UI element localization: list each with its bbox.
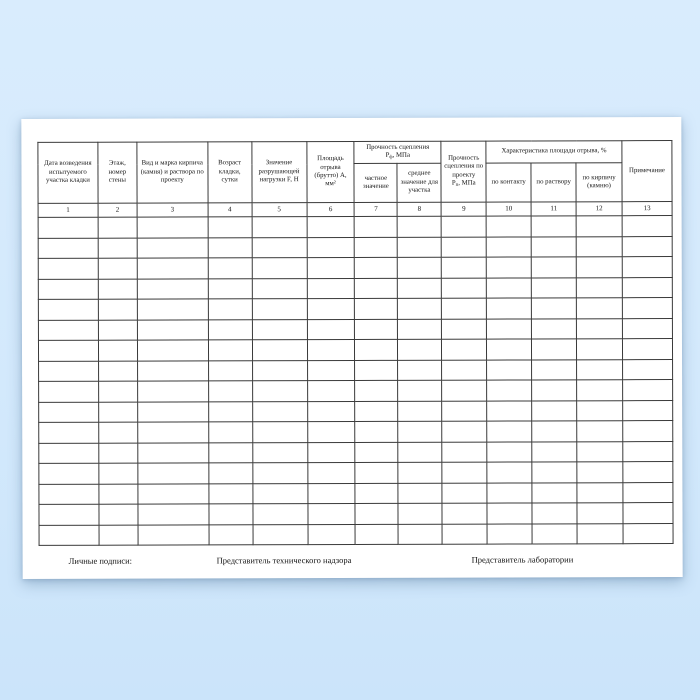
column-number: 9 <box>441 202 486 216</box>
empty-cell <box>487 339 532 360</box>
empty-cell <box>98 279 137 300</box>
empty-cell <box>398 319 442 340</box>
empty-cell <box>355 401 398 422</box>
empty-cell <box>99 443 138 464</box>
empty-cell <box>623 482 673 503</box>
empty-cell <box>487 441 532 462</box>
empty-cell <box>398 503 442 524</box>
empty-cell <box>623 380 673 401</box>
empty-cell <box>355 462 398 483</box>
empty-cell <box>577 421 623 442</box>
empty-cell <box>137 360 208 381</box>
column-number: 3 <box>137 203 208 217</box>
empty-cell <box>532 380 577 401</box>
header-mean-value: среднее значение для участка <box>397 163 441 202</box>
empty-cell <box>398 462 442 483</box>
header-note: Примечание <box>622 141 672 202</box>
signatures-block <box>39 544 674 580</box>
empty-cell <box>577 380 623 401</box>
empty-cell <box>622 339 672 360</box>
empty-cell <box>138 524 209 545</box>
empty-cell <box>576 216 622 237</box>
empty-cell <box>442 339 487 360</box>
empty-cell <box>577 318 623 339</box>
empty-cell <box>577 462 623 483</box>
empty-cell <box>623 441 673 462</box>
empty-cell <box>38 320 98 341</box>
empty-cell <box>38 217 98 238</box>
empty-cell <box>355 380 398 401</box>
empty-cell <box>576 277 622 298</box>
empty-cell <box>208 278 252 299</box>
empty-cell <box>623 421 673 442</box>
table-row <box>39 380 673 402</box>
empty-cell <box>252 442 307 463</box>
empty-cell <box>307 483 355 504</box>
empty-cell <box>253 524 308 545</box>
empty-cell <box>355 442 398 463</box>
empty-cell <box>398 380 442 401</box>
empty-cell <box>308 524 356 545</box>
empty-cell <box>39 525 99 546</box>
design-strength-formula: $Р_п$, МПа <box>451 179 476 188</box>
header-date: Дата возведения испытуемого участка кладки <box>38 142 98 203</box>
empty-cell <box>532 441 577 462</box>
table-row <box>39 482 673 504</box>
empty-cell <box>252 463 307 484</box>
empty-cell <box>398 339 442 360</box>
empty-cell <box>397 216 441 237</box>
empty-cell <box>355 298 398 319</box>
empty-cell <box>623 503 673 524</box>
empty-cell <box>532 359 577 380</box>
empty-cell <box>398 524 442 545</box>
empty-cell <box>532 298 577 319</box>
empty-cell <box>252 258 307 279</box>
column-number: 10 <box>486 202 531 216</box>
empty-cell <box>208 299 252 320</box>
empty-cell <box>442 421 487 442</box>
empty-cell <box>252 278 307 299</box>
empty-cell <box>355 483 398 504</box>
empty-cell <box>398 237 442 258</box>
empty-cell <box>577 359 623 380</box>
empty-cell <box>98 217 137 238</box>
column-number: 12 <box>576 202 622 216</box>
empty-cell <box>398 421 442 442</box>
empty-cell <box>442 360 487 381</box>
empty-cell <box>208 360 252 381</box>
empty-cell <box>138 442 209 463</box>
table-row <box>38 216 672 238</box>
bond-strength-formula: $Р_ф$, МПа <box>385 151 410 161</box>
laboratory-label: Представитель лаборатории <box>471 554 574 565</box>
empty-cell <box>398 401 442 422</box>
empty-cell <box>39 463 99 484</box>
empty-cell <box>99 422 138 443</box>
empty-cell <box>531 236 576 257</box>
empty-cell <box>208 422 252 443</box>
empty-cell <box>39 381 99 402</box>
empty-cell <box>622 318 672 339</box>
empty-cell <box>307 257 355 278</box>
empty-cell <box>486 216 531 237</box>
empty-cell <box>137 237 208 258</box>
empty-cell <box>355 360 398 381</box>
table-row <box>38 257 672 279</box>
empty-cell <box>208 237 252 258</box>
empty-cell <box>577 339 623 360</box>
empty-cell <box>137 381 208 402</box>
column-number: 4 <box>208 203 252 217</box>
header-failure-load: Значение разрушающей нагрузки F, Н <box>252 142 307 203</box>
empty-cell <box>252 401 307 422</box>
empty-cell <box>38 279 98 300</box>
empty-cell <box>39 422 99 443</box>
empty-cell <box>98 238 137 259</box>
column-number: 5 <box>252 203 307 217</box>
empty-cell <box>577 441 623 462</box>
empty-cell <box>442 524 487 545</box>
empty-cell <box>623 462 673 483</box>
empty-cell <box>307 237 355 258</box>
table-row <box>39 441 673 463</box>
empty-cell <box>39 402 99 423</box>
empty-cell <box>99 504 138 525</box>
empty-cell <box>442 298 487 319</box>
empty-cell <box>398 278 442 299</box>
header-group-bond-strength <box>354 141 441 163</box>
header-individual-value: частное значение <box>354 163 397 202</box>
empty-cell <box>532 523 577 544</box>
empty-cell <box>486 257 531 278</box>
empty-cell <box>487 421 532 442</box>
empty-cell <box>531 257 576 278</box>
empty-cell <box>576 298 622 319</box>
empty-cell <box>532 318 577 339</box>
header-separation-area: Площадь отрыва (брутто) А, мм² <box>306 141 354 202</box>
empty-cell <box>622 236 672 257</box>
empty-cell <box>209 504 253 525</box>
column-number: 6 <box>307 202 355 216</box>
empty-cell <box>398 442 442 463</box>
empty-cell <box>398 360 442 381</box>
empty-cell <box>252 237 307 258</box>
empty-cell <box>253 504 308 525</box>
empty-cell <box>307 503 355 524</box>
empty-cell <box>487 277 532 298</box>
empty-cell <box>307 380 355 401</box>
column-number: 11 <box>531 202 576 216</box>
header-floor-wall: Этаж, номер стены <box>98 142 137 203</box>
empty-cell <box>355 319 398 340</box>
empty-cell <box>38 258 98 279</box>
empty-cell <box>532 421 577 442</box>
header-by-brick: по кирпичу (камню) <box>576 163 622 202</box>
empty-cell <box>252 299 307 320</box>
empty-cell <box>208 340 252 361</box>
empty-cell <box>532 400 577 421</box>
empty-cell <box>442 319 487 340</box>
header-by-contact: по контакту <box>486 163 531 202</box>
empty-cell <box>355 237 398 258</box>
empty-cell <box>576 236 622 257</box>
empty-cell <box>441 216 486 237</box>
table-row <box>38 236 672 258</box>
bond-strength-title: Прочность сцепления <box>366 143 430 151</box>
empty-cell <box>209 524 253 545</box>
empty-cell <box>532 339 577 360</box>
empty-cell <box>99 463 138 484</box>
empty-cell <box>486 236 531 257</box>
header-design-strength <box>441 141 486 202</box>
empty-cell <box>307 339 355 360</box>
empty-cell <box>532 482 577 503</box>
empty-cell <box>577 482 623 503</box>
test-journal-table <box>37 140 673 546</box>
table-row <box>39 503 673 525</box>
empty-cell <box>208 258 252 279</box>
empty-cell <box>487 359 532 380</box>
table-row <box>38 277 672 299</box>
column-number: 7 <box>355 202 398 216</box>
empty-cell <box>38 238 98 259</box>
empty-cell <box>307 401 355 422</box>
empty-cell <box>252 319 307 340</box>
empty-cell <box>442 442 487 463</box>
column-number: 13 <box>622 202 672 216</box>
empty-cell <box>531 277 576 298</box>
empty-cell <box>208 401 252 422</box>
empty-cell <box>307 360 355 381</box>
table-row <box>38 318 672 340</box>
empty-cell <box>307 421 355 442</box>
empty-cell <box>98 258 137 279</box>
empty-cell <box>209 483 253 504</box>
empty-cell <box>208 217 252 238</box>
empty-cell <box>532 462 577 483</box>
empty-cell <box>622 257 672 278</box>
empty-cell <box>442 380 487 401</box>
empty-cell <box>442 483 487 504</box>
empty-cell <box>442 278 487 299</box>
empty-cell <box>307 216 355 237</box>
empty-cell <box>487 298 532 319</box>
empty-cell <box>98 340 137 361</box>
empty-cell <box>252 422 307 443</box>
empty-cell <box>99 402 138 423</box>
empty-cell <box>355 339 398 360</box>
table-row <box>39 421 673 443</box>
tech-supervisor-label: Представитель технического надзора <box>216 555 352 566</box>
empty-cell <box>398 257 442 278</box>
column-number: 8 <box>397 202 441 216</box>
empty-cell <box>441 237 486 258</box>
header-masonry-age: Возраст кладки, сутки <box>208 142 252 203</box>
empty-cell <box>208 381 252 402</box>
empty-cell <box>98 299 137 320</box>
empty-cell <box>531 216 576 237</box>
empty-cell <box>442 401 487 422</box>
table-row <box>39 359 673 381</box>
empty-cell <box>209 463 253 484</box>
empty-cell <box>137 401 208 422</box>
empty-cell <box>208 319 252 340</box>
empty-cell <box>39 504 99 525</box>
empty-cell <box>577 523 623 544</box>
empty-cell <box>307 462 355 483</box>
empty-cell <box>38 299 98 320</box>
empty-cell <box>487 462 532 483</box>
empty-cell <box>307 319 355 340</box>
table-row <box>38 298 672 320</box>
empty-cell <box>398 483 442 504</box>
empty-cell <box>577 503 623 524</box>
document-page <box>21 117 682 579</box>
empty-cell <box>137 258 208 279</box>
personal-signatures-label: Личные подписи: <box>68 555 133 566</box>
table-row <box>39 400 673 422</box>
empty-cell <box>623 359 673 380</box>
empty-cell <box>252 381 307 402</box>
empty-cell <box>532 503 577 524</box>
empty-cell <box>138 483 209 504</box>
empty-cell <box>137 278 208 299</box>
empty-cell <box>487 523 532 544</box>
empty-cell <box>253 483 308 504</box>
empty-cell <box>487 482 532 503</box>
empty-cell <box>99 525 138 546</box>
empty-cell <box>307 298 355 319</box>
empty-cell <box>487 380 532 401</box>
empty-cell <box>577 400 623 421</box>
empty-cell <box>98 361 137 382</box>
empty-cell <box>138 463 209 484</box>
empty-cell <box>442 503 487 524</box>
empty-cell <box>252 217 307 238</box>
header-by-mortar: по раствору <box>531 163 576 202</box>
empty-cell <box>307 278 355 299</box>
header-brick-type: Вид и марка кирпича (камня) и раствора по проекту <box>137 142 208 203</box>
empty-cell <box>355 278 398 299</box>
sheet-content <box>21 117 682 580</box>
empty-cell <box>138 504 209 525</box>
empty-cell <box>38 340 98 361</box>
empty-cell <box>622 216 672 237</box>
empty-cell <box>398 298 442 319</box>
column-number: 1 <box>38 203 98 217</box>
empty-cell <box>39 361 99 382</box>
empty-cell <box>355 216 398 237</box>
empty-cell <box>487 400 532 421</box>
empty-cell <box>576 257 622 278</box>
empty-cell <box>137 319 208 340</box>
empty-cell <box>39 443 99 464</box>
empty-cell <box>623 523 673 544</box>
table-row <box>38 339 672 361</box>
header-group-separation-character: Характеристика площади отрыва, % <box>486 141 622 163</box>
empty-cell <box>355 257 398 278</box>
empty-cell <box>487 503 532 524</box>
empty-cell <box>252 340 307 361</box>
table-row <box>39 523 673 545</box>
empty-cell <box>137 217 208 238</box>
empty-cell <box>355 421 398 442</box>
empty-cell <box>208 442 252 463</box>
empty-cell <box>307 442 355 463</box>
empty-cell <box>355 524 398 545</box>
empty-cell <box>99 381 138 402</box>
table-row <box>39 462 673 484</box>
empty-cell <box>99 484 138 505</box>
empty-cell <box>39 484 99 505</box>
empty-cell <box>622 277 672 298</box>
journal-body <box>38 216 673 546</box>
empty-cell <box>622 298 672 319</box>
empty-cell <box>355 503 398 524</box>
empty-cell <box>138 422 209 443</box>
design-strength-text: Прочность сцепления по проекту <box>444 154 484 179</box>
empty-cell <box>442 257 487 278</box>
empty-cell <box>252 360 307 381</box>
column-number: 2 <box>98 203 137 217</box>
empty-cell <box>137 340 208 361</box>
empty-cell <box>137 299 208 320</box>
empty-cell <box>487 318 532 339</box>
empty-cell <box>98 320 137 341</box>
empty-cell <box>623 400 673 421</box>
empty-cell <box>442 462 487 483</box>
